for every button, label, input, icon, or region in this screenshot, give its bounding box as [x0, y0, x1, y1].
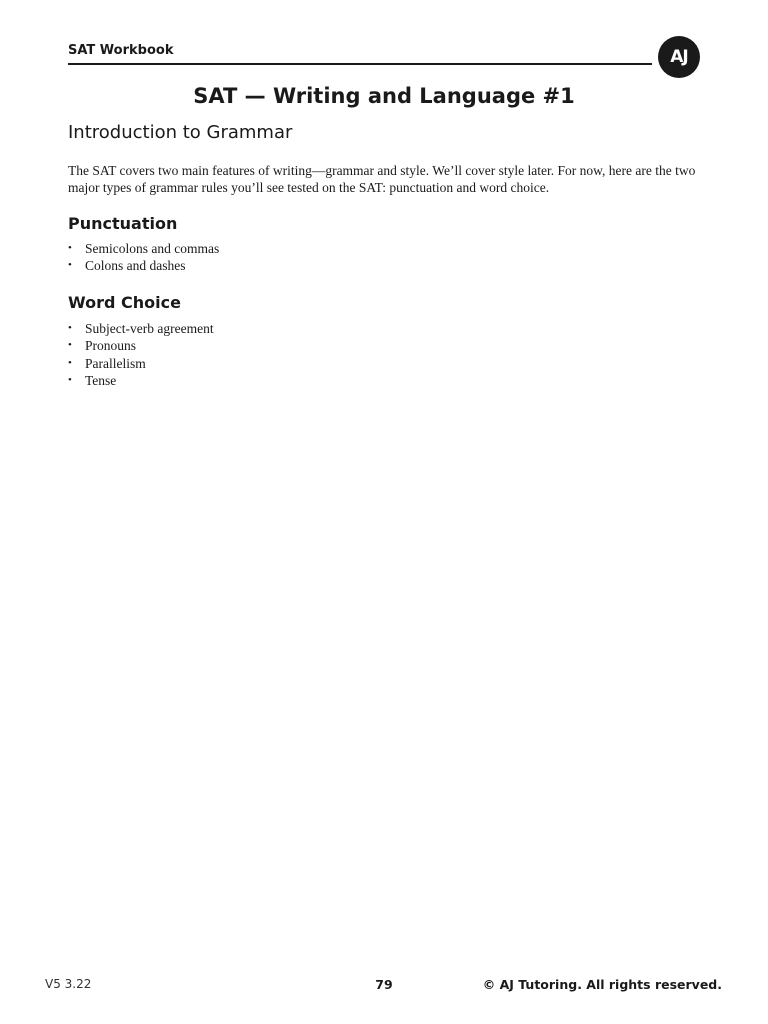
list-item: • Colons and dashes [68, 258, 186, 274]
aj-logo: AJ [658, 36, 700, 78]
word-choice-list [68, 320, 214, 389]
footer-copyright: © AJ Tutoring. All rights reserved. [482, 977, 722, 992]
word-choice-heading: Word Choice [68, 293, 181, 312]
bullet-icon: • [68, 259, 72, 272]
bullet-icon: • [68, 373, 72, 386]
header-label: SAT Workbook [68, 43, 174, 58]
page-title: SAT — Writing and Language #1 [193, 84, 575, 108]
intro-heading: Introduction to Grammar [68, 122, 293, 143]
list-item: • Subject-verb agreement [68, 321, 214, 336]
punctuation-heading: Punctuation [68, 214, 178, 233]
bullet-icon: • [68, 339, 72, 352]
bullet-icon: • [68, 356, 72, 369]
punctuation-list [68, 240, 219, 275]
footer-page-number: 79 [375, 977, 393, 992]
intro-paragraph: The SAT covers two main features of writing—grammar and style. We’ll cover style later. For now, here are the two major types of grammar rules you’ll see tested on the SAT: punctuation and word choice. [68, 163, 696, 195]
bullet-icon: • [68, 322, 72, 334]
header-rule [68, 63, 652, 65]
bullet-icon: • [68, 242, 72, 254]
list-item: • Semicolons and commas [68, 241, 220, 256]
footer-version: V5 3.22 [45, 977, 92, 991]
list-item: • Pronouns [68, 338, 137, 354]
list-item: • Parallelism [68, 355, 146, 371]
list-item: • Tense [68, 372, 117, 388]
